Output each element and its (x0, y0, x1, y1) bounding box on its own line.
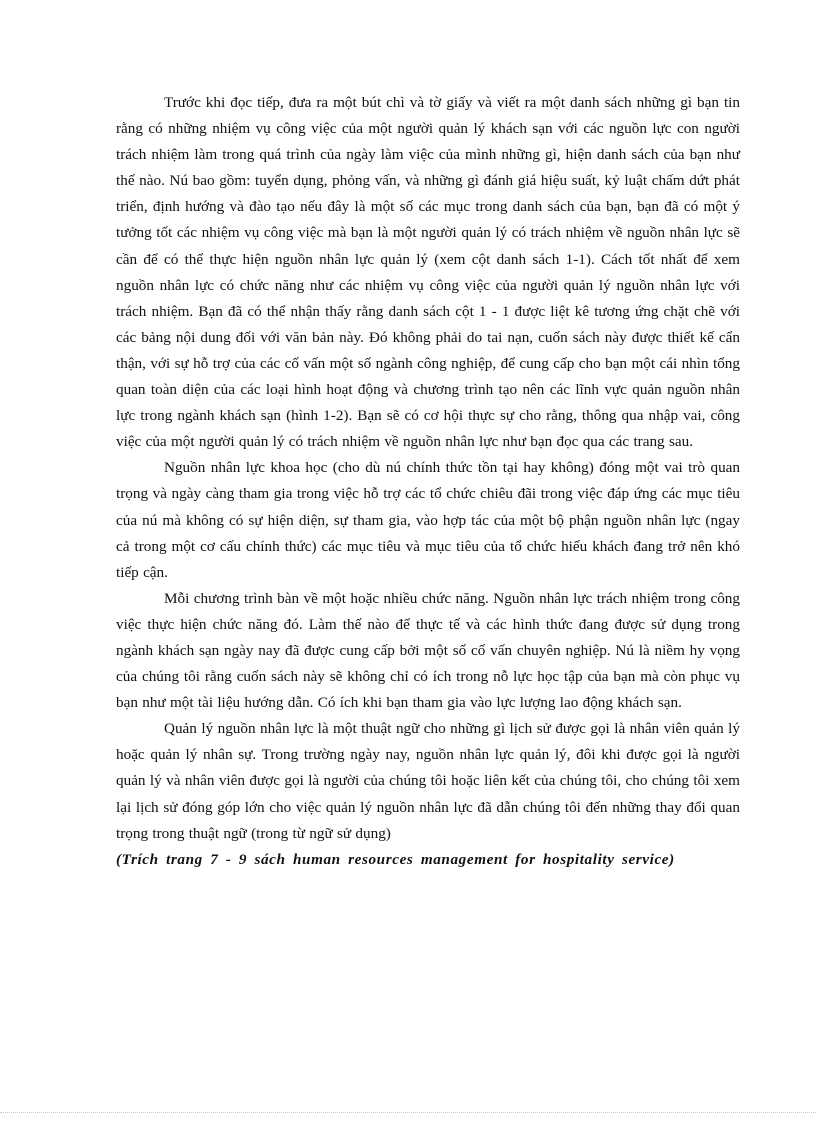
paragraph-3: Mỗi chương trình bàn về một hoặc nhiều chức năng. Nguồn nhân lực trách nhiệm trong công việc thực hiện chức năng đó. Làm thế nào để thực tế và các hình thức đang được sử dụng trong ngành khách sạn ngày nay đã được cung cấp bởi một số cố vấn chuyên nghiệp. Nú là niềm hy vọng của chúng tôi rằng cuốn sách này sẽ không chỉ có ích trong nỗ lực học tập của bạn mà còn phục vụ bạn như một tài liệu hướng dẫn. Có ích khi bạn tham gia vào lực lượng lao động khách sạn. (116, 589, 740, 712)
document-page (116, 90, 740, 873)
paragraph-2: Nguồn nhân lực khoa học (cho dù nú chính thức tồn tại hay không) đóng một vai trò quan trọng và ngày càng tham gia trong việc hỗ trợ các tổ chức chiêu đãi trong việc đáp ứng các mục tiêu của nú mà không có sự hiện diện, sự tham gia, vào hợp tác của một bộ phận nguồn nhân lực (ngay cả trong một cơ cấu chính thức) các mục tiêu và mục tiêu của tổ chức hiếu khách đang trở nên khó tiếp cận. (116, 459, 740, 581)
page-bottom-divider (0, 1112, 816, 1113)
paragraph-1: Trước khi đọc tiếp, đưa ra một bút chì và tờ giấy và viết ra một danh sách những gì bạn tin rằng có những nhiệm vụ công việc của một người quản lý khách sạn với các nguồn lực con người trách nhiệm làm trong quá trình của ngày làm việc của mình những gì, hiện danh sách của bạn như thế nào. Nú bao gồm: tuyển dụng, phỏng vấn, và những gì đánh giá hiệu suất, kỷ luật chấm dứt phát triển, định hướng và đào tạo nếu đây là một số các mục trong danh sách của bạn, bạn đã có một ý tưởng tốt các nhiệm vụ công việc mà bạn là một người quản lý có trách nhiệm về nguồn nhân lực sẽ cần để có thể thực hiện nguồn nhân lực quản lý (xem cột danh sách 1-1). Cách tốt nhất để xem nguồn nhân lực có chức năng như các nhiệm vụ công việc của người quản lý nguồn nhân lực với trách nhiệm. Bạn đã có thể nhận thấy rằng danh sách cột 1 - 1 được liệt kê tương ứng chặt chẽ với các bảng nội dung đối với văn bản này. Đó không phải do tai nạn, cuốn sách này được thiết kế cẩn thận, với sự hỗ trợ của các cố vấn một số ngành công nghiệp, để cung cấp cho bạn một cái nhìn tổng quan toàn diện của các loại hình hoạt động và chương trình tạo nên các lĩnh vực quản nguồn nhân lực trong ngành khách sạn (hình 1-2). Bạn sẽ có cơ hội thực sự cho rằng, thông qua nhập vai, công việc của một người quản lý có trách nhiệm về nguồn nhân lực như bạn đọc qua các trang sau. (116, 94, 740, 451)
source-citation: (Trích trang 7 - 9 sách human resources management for hospitality service) (116, 850, 675, 868)
paragraph-4: Quản lý nguồn nhân lực là một thuật ngữ cho những gì lịch sử được gọi là nhân viên quản lý hoặc quản lý nhân sự. Trong trường ngày nay, nguồn nhân lực quản lý, đôi khi được gọi là người quản lý và nhân viên được gọi là người của chúng tôi hoặc liên kết của chúng tôi, cho chúng tôi xem lại lịch sử đóng góp lớn cho việc quản lý nguồn nhân lực đã dẫn chúng tôi đến những thay đổi quan trọng trong thuật ngữ (trong từ ngữ sử dụng) (116, 720, 740, 842)
